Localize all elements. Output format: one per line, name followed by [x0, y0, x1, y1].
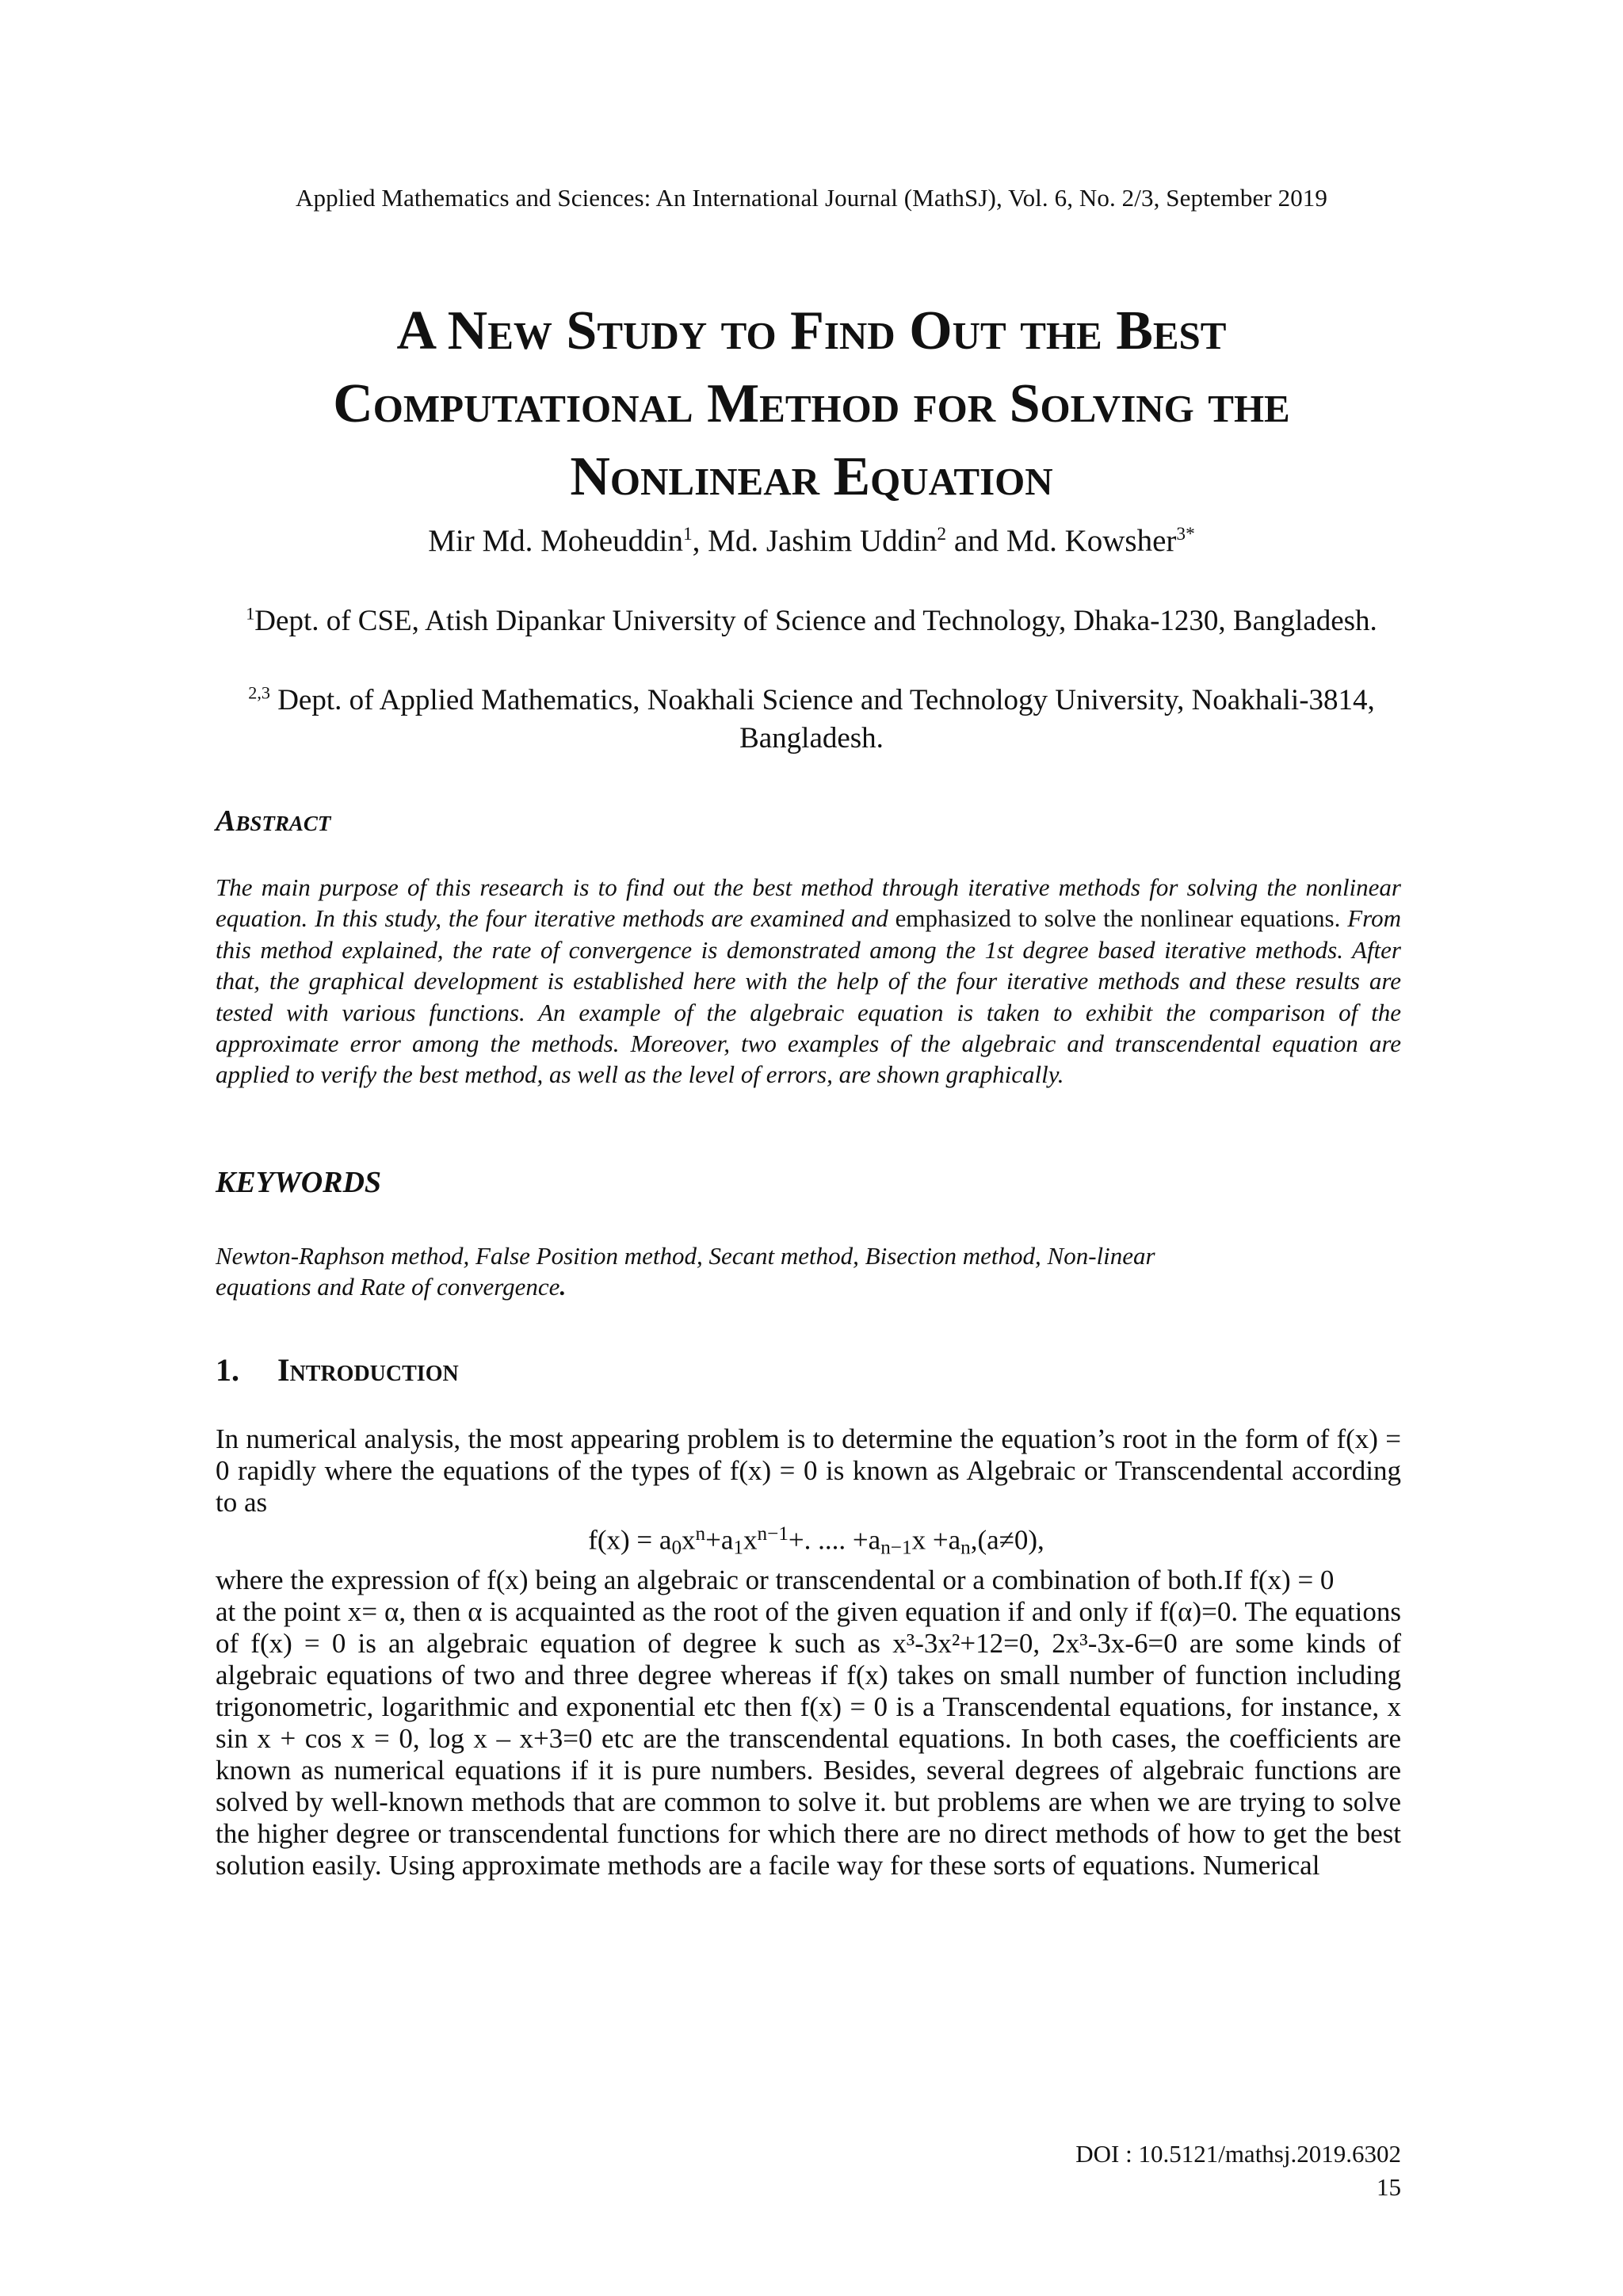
keywords-text — [216, 1240, 1254, 1302]
keywords-list: Newton-Raphson method, False Position method, Secant method, Bisection method, Non-linear equations and Rate of convergence — [216, 1242, 1155, 1301]
eq-power-n-1: n−1 — [757, 1523, 789, 1545]
page-number: 15 — [1377, 2173, 1401, 2201]
eq-sub-1: 1 — [733, 1537, 744, 1559]
polynomial-equation — [216, 1519, 1401, 1564]
author-1-affil-mark: 1 — [682, 524, 693, 544]
eq-x: x — [682, 1524, 696, 1556]
paper-title — [158, 295, 1465, 514]
eq-sub-n: n — [960, 1537, 971, 1559]
title-line-2: Computational Method for Solving the — [333, 373, 1290, 434]
author-3: Md. Kowsher — [1006, 524, 1177, 558]
section-title: Introduction — [277, 1352, 459, 1388]
author-separator: and — [946, 524, 1006, 558]
eq-ellipsis: +. .... +a — [788, 1524, 881, 1556]
abstract-part-2: emphasized to solve the nonlinear equations. — [888, 904, 1348, 933]
section-heading-introduction — [216, 1351, 459, 1389]
author-1: Mir Md. Moheuddin — [428, 524, 683, 558]
eq-power-n: n — [695, 1523, 706, 1545]
eq-sub-0: 0 — [671, 1537, 682, 1559]
doi-footer: DOI : 10.5121/mathsj.2019.6302 — [1075, 2140, 1401, 2168]
keywords-end-mark: . — [559, 1273, 567, 1301]
abstract-part-3: From this method explained, the rate of convergence is demonstrated among the 1st degree based iterative methods. After that, the graphical development is established here with the help of the four iterative methods and these results are tested with various functions. An example of the algebraic equation is taken to exhibit the comparison of the approximate error among the methods. Moreover, two examples of the algebraic and transcendental equation are applied to verify the best method, as well as the level of errors, are shown graphically. — [216, 904, 1401, 1089]
title-line-1: A New Study to Find Out the Best — [396, 300, 1227, 361]
affiliation-2 — [190, 682, 1433, 758]
author-list — [0, 523, 1623, 559]
eq-term: +a — [705, 1524, 734, 1556]
author-2-affil-mark: 2 — [937, 524, 947, 544]
affiliation-1 — [190, 602, 1433, 640]
abstract-heading: Abstract — [216, 804, 331, 838]
eq-term: x +a — [911, 1524, 961, 1556]
affiliation-2-text: Dept. of Applied Mathematics, Noakhali Science and Technology University, Noakhali-3814, Bangladesh. — [269, 684, 1375, 755]
intro-paragraph-2a: where the expression of f(x) being an algebraic or transcendental or a combination of both.If f(x) = 0 — [216, 1564, 1335, 1595]
affiliation-1-text: Dept. of CSE, Atish Dipankar University of Science and Technology, Dhaka-1230, Bangladesh. — [254, 605, 1377, 637]
abstract-part-1: The main purpose of this research is to find out the best method through iterative methods for solving the nonlinear equation. In this study, the four iterative methods are examined and — [216, 873, 1401, 933]
eq-sub-n-1: n−1 — [880, 1537, 912, 1559]
title-line-3: Nonlinear Equation — [570, 446, 1053, 507]
section-number: 1. — [216, 1352, 239, 1388]
intro-paragraph-1: In numerical analysis, the most appearing problem is to determine the equation’s root in the form of f(x) = 0 rapidly where the equations of the types of f(x) = 0 is known as Algebraic or Transcendental according to as — [216, 1423, 1401, 1518]
intro-paragraph-2b: at the point x= α, then α is acquainted as the root of the given equation if and only if f(α)=0. The equations of f(x) = 0 is an algebraic equation of degree k such as x³-3x²+12=0, 2x³-3x-6=0 are some kinds of algebraic equations of two and three degree whereas if f(x) takes on small number of function including trigonometric, logarithmic and exponential etc then f(x) = 0 is a Transcendental equations, for instance, x sin x + cos x = 0, log x – x+3=0 etc are the transcendental equations. In both cases, the coefficients are known as numerical equations if it is pure numbers. Besides, several degrees of algebraic functions are solved by well-known methods that are common to solve it. but problems are when we are trying to solve the higher degree or transcendental functions for which there are no direct methods of how to get the best solution easily. Using approximate methods are a facile way for these sorts of equations. Numerical — [216, 1595, 1401, 1881]
abstract-text — [216, 872, 1401, 1091]
affiliation-1-mark: 1 — [246, 603, 255, 624]
journal-running-head: Applied Mathematics and Sciences: An International Journal (MathSJ), Vol. 6, No. 2/3, September 2019 — [295, 184, 1328, 212]
author-separator: , — [692, 524, 708, 558]
introduction-body — [216, 1423, 1401, 1881]
eq-condition: ,(a≠0), — [970, 1524, 1044, 1556]
eq-lhs: f(x) = a — [588, 1524, 672, 1556]
author-2: Md. Jashim Uddin — [708, 524, 938, 558]
keywords-heading: KEYWORDS — [216, 1166, 382, 1199]
affiliation-2-mark: 2,3 — [248, 682, 270, 703]
eq-x: x — [743, 1524, 758, 1556]
author-3-affil-mark: 3* — [1176, 524, 1195, 544]
